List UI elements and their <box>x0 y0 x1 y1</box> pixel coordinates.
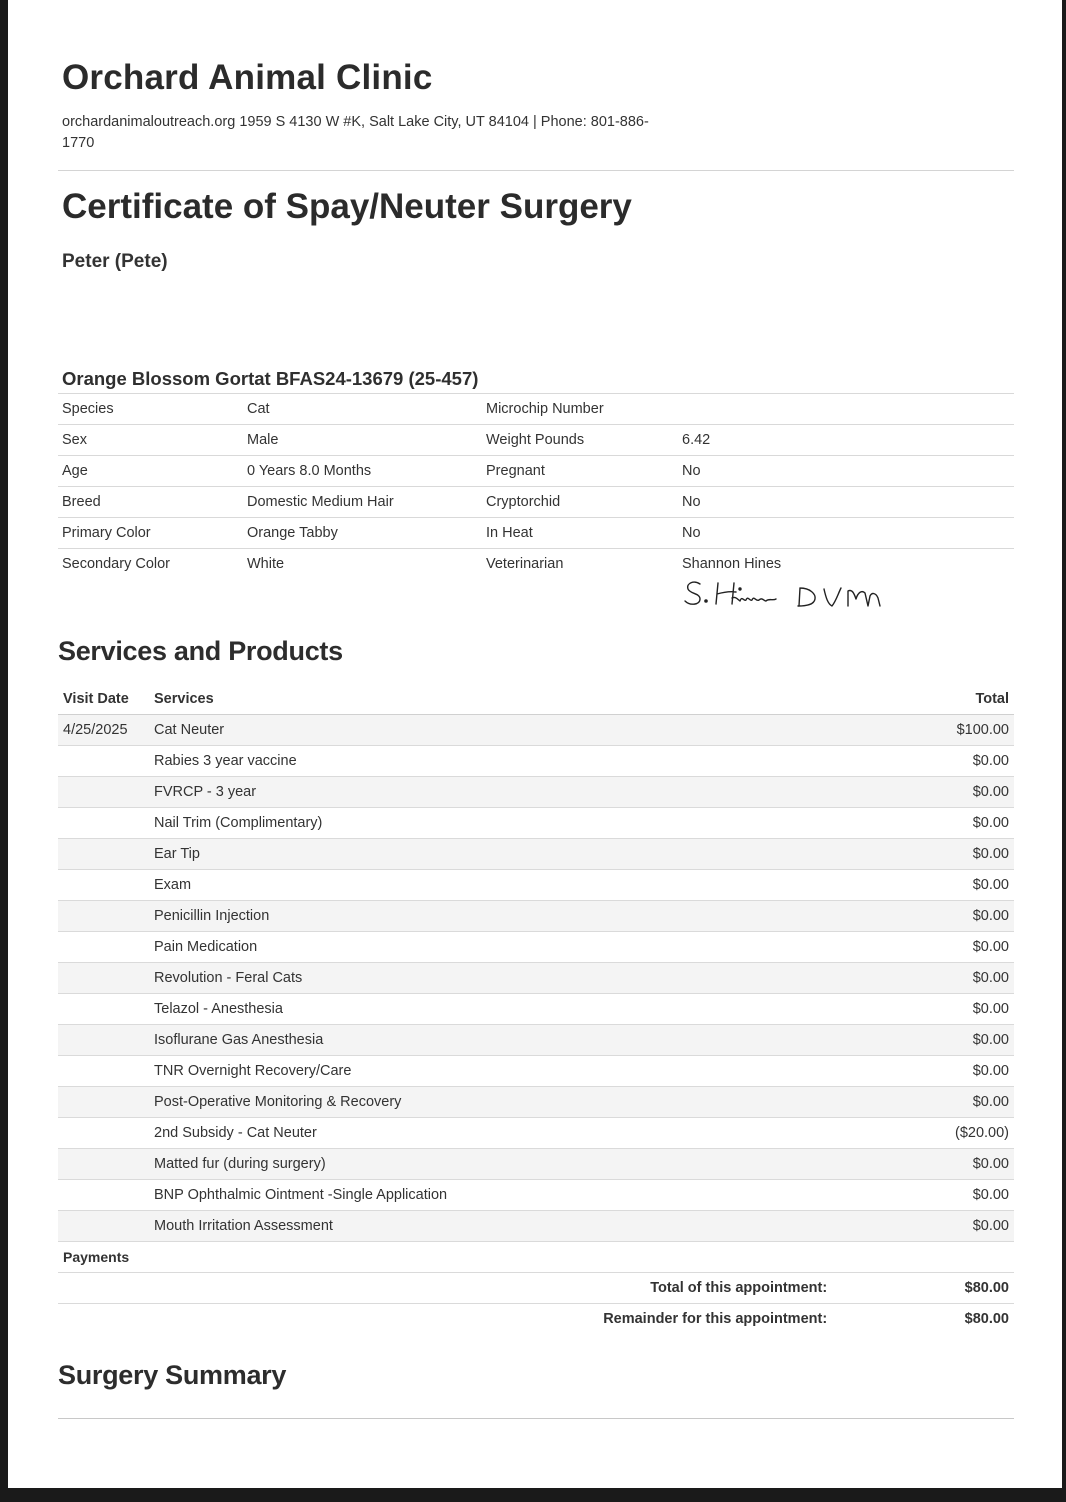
signature-stroke <box>685 582 700 604</box>
service-row <box>58 963 1014 994</box>
total-cell: $0.00 <box>863 1087 1014 1118</box>
signature-stroke <box>732 597 776 601</box>
total-label: Total of this appointment: <box>58 1273 863 1304</box>
payments-row <box>58 1242 1014 1273</box>
total-cell: ($20.00) <box>863 1118 1014 1149</box>
total-cell: $0.00 <box>863 746 1014 777</box>
total-cell: $0.00 <box>863 932 1014 963</box>
info-value: Cat <box>243 394 482 425</box>
animal-title: Orange Blossom Gortat BFAS24-13679 (25-457) <box>62 368 479 389</box>
remainder-row <box>58 1304 1014 1335</box>
service-row <box>58 932 1014 963</box>
service-cell: Rabies 3 year vaccine <box>149 746 863 777</box>
total-cell: $0.00 <box>863 1211 1014 1242</box>
signature-dot <box>739 588 741 590</box>
service-cell: Pain Medication <box>149 932 863 963</box>
service-cell: Post-Operative Monitoring & Recovery <box>149 1087 863 1118</box>
service-row <box>58 1180 1014 1211</box>
visit-date-cell <box>58 1056 149 1087</box>
total-cell: $0.00 <box>863 994 1014 1025</box>
service-cell: Nail Trim (Complimentary) <box>149 808 863 839</box>
info-value: No <box>678 518 1014 549</box>
service-row <box>58 1056 1014 1087</box>
service-cell: Revolution - Feral Cats <box>149 963 863 994</box>
visit-date-cell <box>58 901 149 932</box>
service-cell: Isoflurane Gas Anesthesia <box>149 1025 863 1056</box>
service-row <box>58 1025 1014 1056</box>
services-title: Services and Products <box>58 636 343 666</box>
visit-date-cell <box>58 870 149 901</box>
service-row <box>58 1149 1014 1180</box>
animal-info-row <box>58 425 1014 456</box>
service-row <box>58 1211 1014 1242</box>
signature-stroke <box>848 590 880 606</box>
visit-date-cell <box>58 1211 149 1242</box>
total-cell: $0.00 <box>863 1180 1014 1211</box>
total-cell: $0.00 <box>863 1149 1014 1180</box>
total-value: $80.00 <box>863 1273 1014 1304</box>
visit-date-cell <box>58 808 149 839</box>
info-label: Sex <box>58 425 243 456</box>
visit-date-cell: 4/25/2025 <box>58 715 149 746</box>
service-row <box>58 870 1014 901</box>
service-cell: 2nd Subsidy - Cat Neuter <box>149 1118 863 1149</box>
info-label: Breed <box>58 487 243 518</box>
visit-date-cell <box>58 1118 149 1149</box>
payments-label: Payments <box>58 1242 1014 1273</box>
total-row <box>58 1273 1014 1304</box>
signature-stroke <box>716 583 736 604</box>
service-row <box>58 1118 1014 1149</box>
service-row <box>58 839 1014 870</box>
visit-date-cell <box>58 1149 149 1180</box>
animal-info-row <box>58 456 1014 487</box>
veterinarian-signature <box>682 574 902 614</box>
service-cell: Telazol - Anesthesia <box>149 994 863 1025</box>
service-cell: Mouth Irritation Assessment <box>149 1211 863 1242</box>
info-label: Cryptorchid <box>482 487 678 518</box>
total-cell: $0.00 <box>863 870 1014 901</box>
info-label: Primary Color <box>58 518 243 549</box>
service-row <box>58 994 1014 1025</box>
signature-dot <box>705 600 707 602</box>
info-label: In Heat <box>482 518 678 549</box>
service-row <box>58 1087 1014 1118</box>
signature-stroke <box>798 588 815 606</box>
total-cell: $0.00 <box>863 1056 1014 1087</box>
visit-date-cell <box>58 1025 149 1056</box>
remainder-label: Remainder for this appointment: <box>58 1304 863 1335</box>
animal-info-row <box>58 487 1014 518</box>
visit-date-cell <box>58 777 149 808</box>
service-cell: BNP Ophthalmic Ointment -Single Application <box>149 1180 863 1211</box>
service-cell: Penicillin Injection <box>149 901 863 932</box>
total-cell: $0.00 <box>863 963 1014 994</box>
total-cell: $0.00 <box>863 839 1014 870</box>
info-label: Pregnant <box>482 456 678 487</box>
info-label: Species <box>58 394 243 425</box>
services-table <box>58 684 1014 1334</box>
service-cell: FVRCP - 3 year <box>149 777 863 808</box>
service-row <box>58 715 1014 746</box>
service-row <box>58 901 1014 932</box>
total-cell: $0.00 <box>863 901 1014 932</box>
service-row <box>58 746 1014 777</box>
service-cell: Cat Neuter <box>149 715 863 746</box>
info-label: Age <box>58 456 243 487</box>
total-cell: $0.00 <box>863 808 1014 839</box>
info-value <box>678 394 1014 425</box>
info-value: Domestic Medium Hair <box>243 487 482 518</box>
visit-date-cell <box>58 746 149 777</box>
document-page <box>8 0 1062 1488</box>
info-value: Shannon Hines <box>678 549 1014 580</box>
total-header: Total <box>863 684 1014 715</box>
remainder-value: $80.00 <box>863 1304 1014 1335</box>
info-value: 0 Years 8.0 Months <box>243 456 482 487</box>
total-cell: $0.00 <box>863 777 1014 808</box>
info-value: No <box>678 456 1014 487</box>
animal-info-row <box>58 518 1014 549</box>
header-divider <box>58 170 1014 171</box>
visit-date-cell <box>58 1087 149 1118</box>
info-label: Veterinarian <box>482 549 678 580</box>
visit-date-header: Visit Date <box>58 684 149 715</box>
total-cell: $0.00 <box>863 1025 1014 1056</box>
animal-info-row <box>58 394 1014 425</box>
clinic-address: orchardanimaloutreach.org 1959 S 4130 W #K, Salt Lake City, UT 84104 | Phone: 801-886-1770 <box>62 114 649 151</box>
surgery-summary-title: Surgery Summary <box>58 1360 287 1390</box>
info-value: Male <box>243 425 482 456</box>
info-label: Secondary Color <box>58 549 243 580</box>
total-cell: $100.00 <box>863 715 1014 746</box>
info-value: Orange Tabby <box>243 518 482 549</box>
info-value: White <box>243 549 482 580</box>
service-cell: Exam <box>149 870 863 901</box>
visit-date-cell <box>58 1180 149 1211</box>
service-row <box>58 808 1014 839</box>
visit-date-cell <box>58 963 149 994</box>
visit-date-cell <box>58 932 149 963</box>
certificate-title: Certificate of Spay/Neuter Surgery <box>62 187 632 226</box>
services-header-row <box>58 684 1014 715</box>
info-value: 6.42 <box>678 425 1014 456</box>
visit-date-cell <box>58 994 149 1025</box>
pet-name: Peter (Pete) <box>62 251 168 272</box>
service-cell: TNR Overnight Recovery/Care <box>149 1056 863 1087</box>
signature-stroke <box>824 588 841 606</box>
service-row <box>58 777 1014 808</box>
info-label: Microchip Number <box>482 394 678 425</box>
services-header: Services <box>149 684 863 715</box>
service-cell: Matted fur (during surgery) <box>149 1149 863 1180</box>
info-label: Weight Pounds <box>482 425 678 456</box>
info-value: No <box>678 487 1014 518</box>
visit-date-cell <box>58 839 149 870</box>
service-cell: Ear Tip <box>149 839 863 870</box>
clinic-name: Orchard Animal Clinic <box>62 58 433 97</box>
animal-info-table <box>58 393 1014 579</box>
surgery-divider <box>58 1418 1014 1419</box>
